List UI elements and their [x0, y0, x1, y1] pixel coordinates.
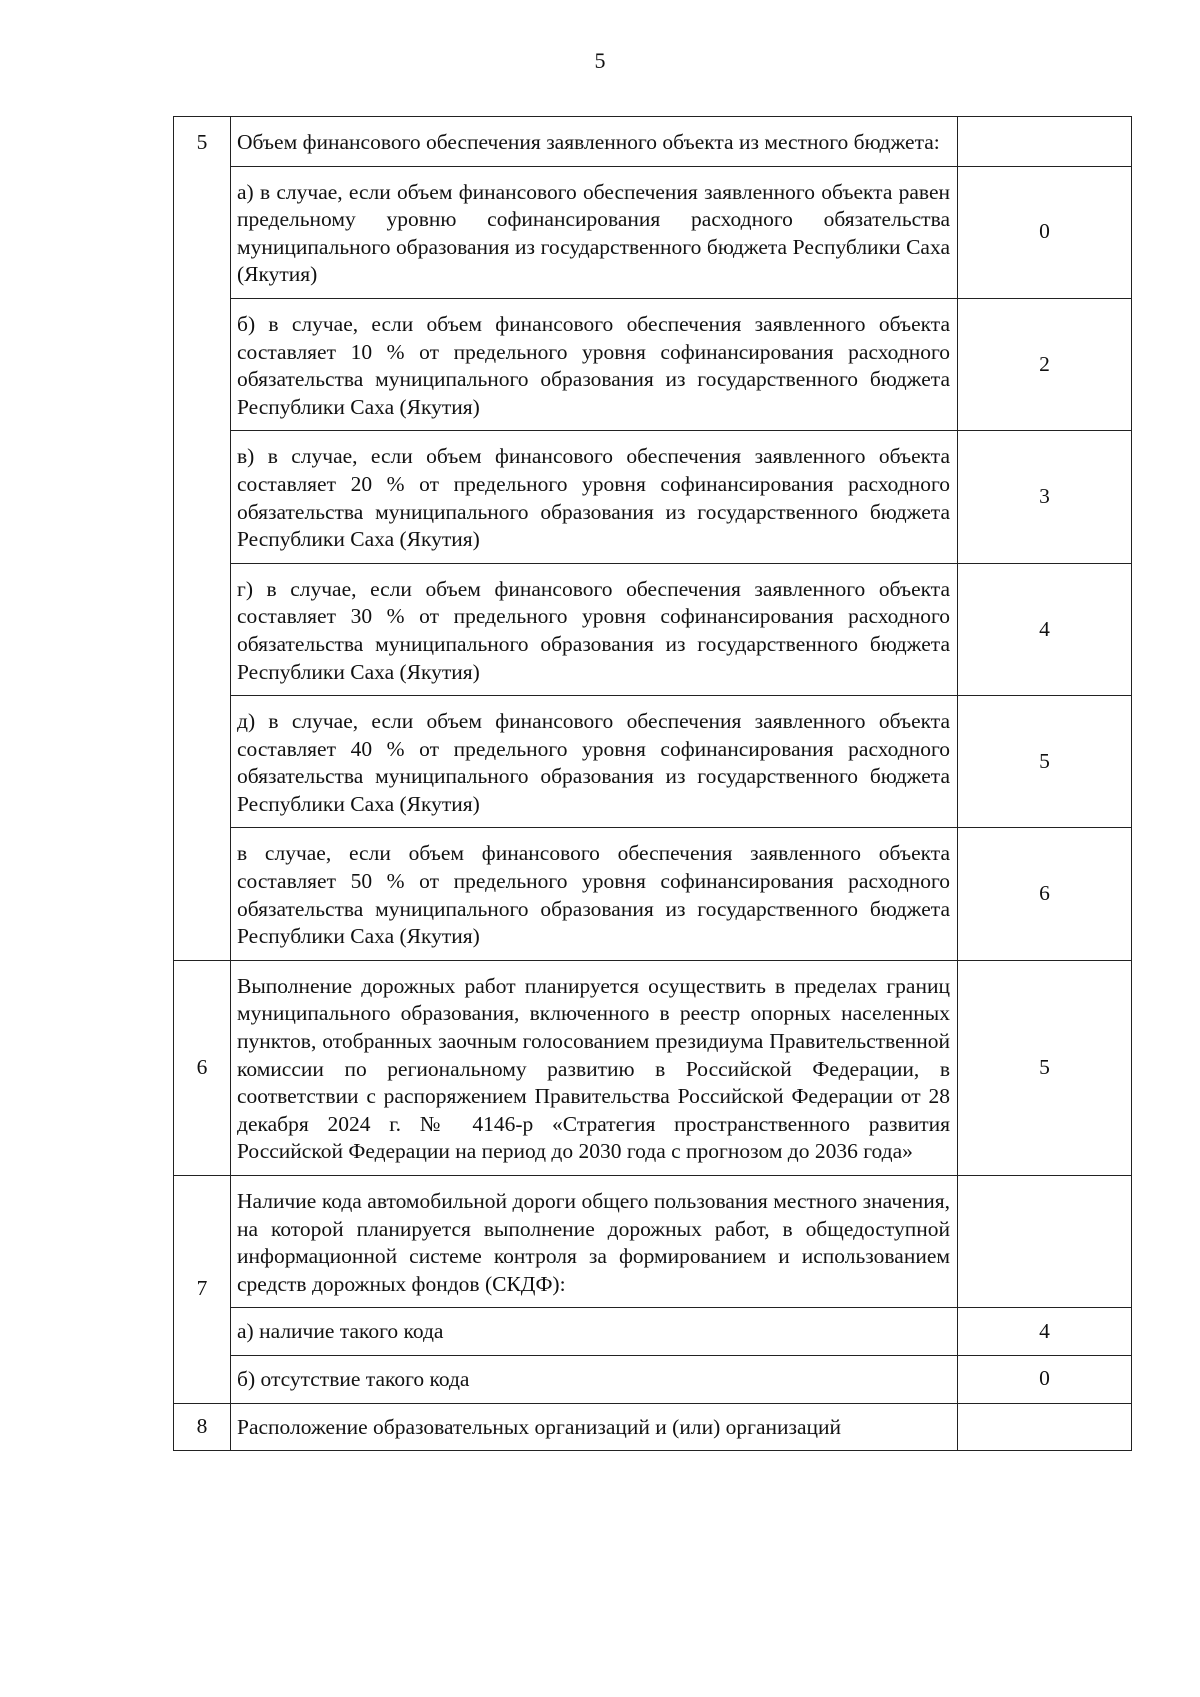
criteria-table: [173, 116, 1132, 1451]
table-row: [174, 1176, 1132, 1308]
table-row: [174, 563, 1132, 695]
table-row: [174, 117, 1132, 167]
criterion-text: Наличие кода автомобильной дороги общего пользования местного значения, на которой планируется выполнение дорожных работ, в общедоступной информационной системе контроля за формированием и использованием средств дорожных фондов (СКДФ):: [231, 1176, 958, 1308]
table-row: [174, 1403, 1132, 1451]
criterion-points: [958, 1176, 1132, 1308]
criterion-points: 6: [958, 828, 1132, 960]
criterion-points: [958, 117, 1132, 167]
criterion-text: Объем финансового обеспечения заявленного объекта из местного бюджета:: [231, 117, 958, 167]
table-row: [174, 1308, 1132, 1356]
criterion-text: г) в случае, если объем финансового обеспечения заявленного объекта составляет 30 % от предельного уровня софинансирования расходного обязательства муниципального образования из государственного бюджета Республики Саха (Якутия): [231, 563, 958, 695]
criterion-text: б) в случае, если объем финансового обеспечения заявленного объекта составляет 10 % от предельного уровня софинансирования расходного обязательства муниципального образования из государственного бюджета Республики Саха (Якутия): [231, 298, 958, 430]
table-row: [174, 431, 1132, 563]
table-row: [174, 696, 1132, 828]
criterion-number: 6: [174, 960, 231, 1175]
criterion-points: 0: [958, 1355, 1132, 1403]
criterion-text: а) в случае, если объем финансового обеспечения заявленного объекта равен предельному уровню софинансирования расходного обязательства муниципального образования из государственного бюджета Республики Саха (Якутия): [231, 166, 958, 298]
table-row: [174, 298, 1132, 430]
criterion-points: 5: [958, 960, 1132, 1175]
criterion-number: 8: [174, 1403, 231, 1451]
criterion-text: д) в случае, если объем финансового обеспечения заявленного объекта составляет 40 % от предельного уровня софинансирования расходного обязательства муниципального образования из государственного бюджета Республики Саха (Якутия): [231, 696, 958, 828]
criterion-text: Выполнение дорожных работ планируется осуществить в пределах границ муниципального образования, включенного в реестр опорных населенных пунктов, отобранных заочным голосованием президиума Правительственной комиссии по региональному развитию в Российской Федерации, в соответствии с распоряжением Правительства Российской Федерации от 28 декабря 2024 г. № 4146-р «Стратегия пространственного развития Российской Федерации на период до 2030 года с прогнозом до 2036 года»: [231, 960, 958, 1175]
table-row: [174, 1355, 1132, 1403]
criterion-points: 0: [958, 166, 1132, 298]
criterion-number: 5: [174, 117, 231, 961]
table-row: [174, 166, 1132, 298]
criterion-points: [958, 1403, 1132, 1451]
criterion-text: б) отсутствие такого кода: [231, 1355, 958, 1403]
criterion-text: а) наличие такого кода: [231, 1308, 958, 1356]
criterion-points: 5: [958, 696, 1132, 828]
criterion-points: 4: [958, 1308, 1132, 1356]
page-number: 5: [594, 48, 606, 73]
criterion-points: 3: [958, 431, 1132, 563]
criterion-text: Расположение образовательных организаций и (или) организаций: [231, 1403, 958, 1451]
table-row: [174, 828, 1132, 960]
criterion-text: в случае, если объем финансового обеспечения заявленного объекта составляет 50 % от предельного уровня софинансирования расходного обязательства муниципального образования из государственного бюджета Республики Саха (Якутия): [231, 828, 958, 960]
criterion-text: в) в случае, если объем финансового обеспечения заявленного объекта составляет 20 % от предельного уровня софинансирования расходного обязательства муниципального образования из государственного бюджета Республики Саха (Якутия): [231, 431, 958, 563]
criterion-points: 4: [958, 563, 1132, 695]
table-row: [174, 960, 1132, 1175]
criterion-number: 7: [174, 1176, 231, 1404]
criterion-points: 2: [958, 298, 1132, 430]
